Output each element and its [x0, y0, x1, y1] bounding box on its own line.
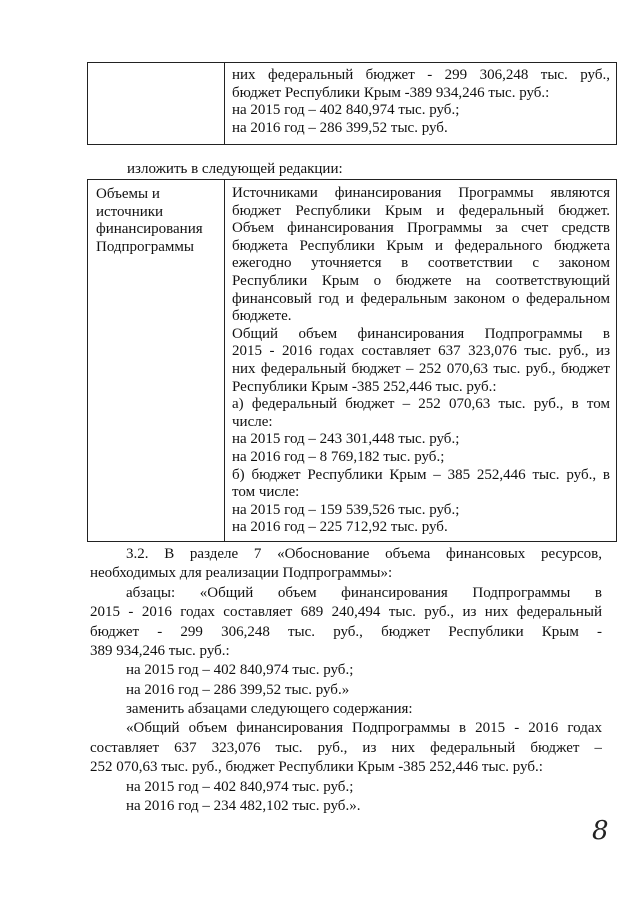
- text-line: источники: [96, 203, 164, 220]
- text-line: на 2015 год – 159 539,526 тыс. руб.;: [232, 501, 460, 518]
- text-line: на 2016 год – 286 399,52 тыс. руб.: [232, 119, 448, 136]
- paragraph-line: на 2015 год – 402 840,974 тыс. руб.;: [126, 662, 354, 679]
- paragraph-line: необходимых для реализации Подпрограммы»:: [90, 565, 393, 582]
- text-line: 2015 - 2016 годах составляет 637 323,076 тыс. руб., из: [232, 343, 610, 360]
- text-line: на 2015 год – 402 840,974 тыс. руб.;: [232, 102, 460, 119]
- paragraph-line: «Общий объем финансирования Подпрограммы в 2015 - 2016 годах: [126, 720, 602, 737]
- text-line: финансирования: [96, 221, 203, 238]
- text-line: числе:: [232, 413, 273, 430]
- text-line: бюджет Республики Крым и федеральный бюджет.: [232, 202, 610, 219]
- intro-text: изложить в следующей редакции:: [127, 161, 343, 177]
- paragraph-line: 2015 - 2016 годах составляет 689 240,494 тыс. руб., из них федеральный: [90, 604, 602, 621]
- text-line: них федеральный бюджет - 299 306,248 тыс. руб.,: [232, 67, 610, 83]
- paragraph-line: 389 934,246 тыс. руб.:: [90, 642, 230, 659]
- text-line: Республики Крым -385 252,446 тыс. руб.:: [232, 378, 497, 395]
- text-line: Подпрограммы: [96, 238, 194, 255]
- replacement-text: [90, 700, 602, 816]
- paragraph-line: на 2016 год – 234 482,102 тыс. руб.».: [126, 797, 361, 814]
- main-table-left-cell: [88, 180, 225, 542]
- paragraph-line: на 2016 год – 286 399,52 тыс. руб.»: [126, 681, 350, 698]
- text-line: Республики Крым о бюджете на соответствующий: [232, 272, 610, 289]
- paragraph-line: составляет 637 323,076 тыс. руб., из них федеральный бюджет –: [90, 739, 602, 756]
- text-line: них федеральный бюджет – 252 070,63 тыс. руб., бюджет: [232, 360, 610, 377]
- text-line: бюджете.: [232, 308, 292, 325]
- text-line: на 2015 год – 243 301,448 тыс. руб.;: [232, 431, 460, 448]
- top-table-right-cell: [225, 63, 617, 145]
- top-table: [87, 62, 617, 145]
- paragraph-line: бюджет - 299 306,248 тыс. руб., бюджет Республики Крым -: [90, 623, 602, 640]
- text-line: ежегодно уточняется в соответствии с законом: [232, 255, 610, 272]
- paragraph-line: на 2015 год – 402 840,974 тыс. руб.;: [126, 778, 354, 795]
- paragraph-line: 3.2. В разделе 7 «Обоснование объема финансовых ресурсов,: [126, 546, 602, 562]
- text-line: на 2016 год – 8 769,182 тыс. руб.;: [232, 448, 445, 465]
- text-line: том числе:: [232, 484, 300, 501]
- main-table-right-cell: [225, 180, 617, 542]
- paragraph-line: абзацы: «Общий объем финансирования Подпрограммы в: [126, 584, 602, 601]
- text-line: а) федеральный бюджет – 252 070,63 тыс. руб., в том: [232, 396, 610, 413]
- text-line: Объемы и: [96, 186, 160, 202]
- page-number: 8: [592, 816, 609, 846]
- paragraph-line: 252 070,63 тыс. руб., бюджет Республики Крым -385 252,446 тыс. руб.:: [90, 759, 543, 776]
- text-line: Объем финансирования Программы за счет средств: [232, 220, 610, 237]
- text-line: Общий объем финансирования Подпрограммы в: [232, 325, 610, 342]
- text-line: бюджета Республики Крым и федерального бюджета: [232, 237, 610, 254]
- text-line: б) бюджет Республики Крым – 385 252,446 тыс. руб., в: [232, 466, 610, 483]
- text-line: на 2016 год – 225 712,92 тыс. руб.: [232, 519, 448, 536]
- text-line: финансовый год и федеральным законом о федеральном: [232, 290, 610, 307]
- text-line: Источниками финансирования Программы являются: [232, 185, 610, 201]
- section-3-2: [90, 545, 602, 700]
- paragraph-line: заменить абзацами следующего содержания:: [126, 701, 413, 717]
- main-table: [87, 179, 617, 542]
- text-line: бюджет Республики Крым -389 934,246 тыс. руб.:: [232, 84, 550, 101]
- top-table-left-cell: [88, 63, 225, 145]
